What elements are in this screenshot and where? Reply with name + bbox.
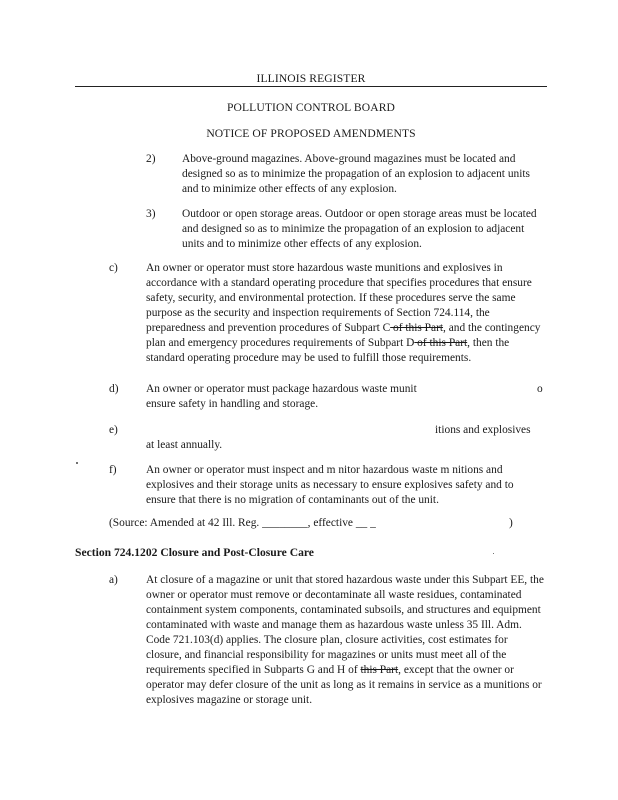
item-c-strike-b: of this Part (414, 337, 468, 349)
source-text: (Source: Amended at 42 Ill. Reg. ________, effective __ _ (109, 517, 376, 529)
item-2-text: Above-ground magazines. Above-ground magazines must be located and designed so as to minimize the propagation of an explosion to adjacent units and to minimize other effects of any explosion. (182, 153, 530, 195)
item-e-label: e) (109, 424, 118, 436)
header-rule (75, 86, 547, 87)
item-a-label: a) (109, 574, 118, 586)
item-a-strike: this Part (360, 664, 399, 676)
item-3-text: Outdoor or open storage areas. Outdoor or open storage areas must be located and designed so as to minimize the propagation of an explosion to adjacent units and to minimize other effects of any explosion. (182, 208, 537, 250)
item-c-label: c) (109, 262, 118, 274)
item-d-label: d) (109, 383, 119, 395)
item-d-line1: An owner or operator must package hazardous waste munit (146, 383, 417, 395)
section-heading: Section 724.1202 Closure and Post-Closure Care (75, 546, 314, 559)
item-2-label: 2) (146, 153, 156, 165)
notice-title: NOTICE OF PROPOSED AMENDMENTS (206, 127, 416, 140)
item-f-text: An owner or operator must inspect and m nitor hazardous waste m nitions and explosives and their storage units as necessary to ensure explosives safety and to ensure that there is no migration of contaminants out of the unit. (146, 464, 514, 506)
register-title: ILLINOIS REGISTER (256, 72, 366, 85)
item-c-text-c: , then the standard operating procedure may be used to fulfill those requirements. (146, 337, 510, 364)
item-f-label: f) (109, 464, 117, 476)
item-e-line2: at least annually. (146, 439, 223, 451)
speck (76, 462, 78, 464)
item-a-text-2: , except that the owner or operator may defer closure of the unit as long as it remains in service as a munitions or explosives magazine or storage unit. (146, 664, 542, 706)
item-a-text (146, 573, 544, 708)
item-c-text-a: An owner or operator must store hazardous waste munitions and explosives in accordance with a standard operating procedure that specifies procedures that ensure safety, security, and environmental protection. If these procedures serve the same purpose as the security and inspection requirements of Section 724.114, the preparedness and prevention procedures of Subpart C (146, 262, 532, 334)
item-d-line2: ensure safety in handling and storage. (146, 398, 319, 410)
item-d-line1-end: o (537, 383, 543, 395)
item-3-label: 3) (146, 208, 156, 220)
source-close: ) (509, 517, 513, 529)
speck (493, 553, 494, 554)
item-c-strike-a: of this Part (390, 322, 444, 334)
item-c-text (146, 261, 544, 366)
item-c-text-b: , and the contingency plan and emergency procedures requirements of Subpart D (146, 322, 541, 349)
board-title: POLLUTION CONTROL BOARD (226, 101, 396, 114)
item-a-text-1: At closure of a magazine or unit that stored hazardous waste under this Subpart EE, the owner or operator must remove or decontaminate all waste residues, contaminated containment system components, contaminated subsoils, and structures and equipment contaminated with waste and manage them as hazardous waste unless 35 Ill. Adm. Code 721.103(d) applies. The closure plan, closure activities, cost estimates for closure, and financial responsibility for magazines or units must meet all of the requirements specified in Subparts G and H of (146, 574, 544, 676)
source-note (109, 516, 549, 531)
item-e-line1-end: itions and explosives (435, 424, 531, 436)
